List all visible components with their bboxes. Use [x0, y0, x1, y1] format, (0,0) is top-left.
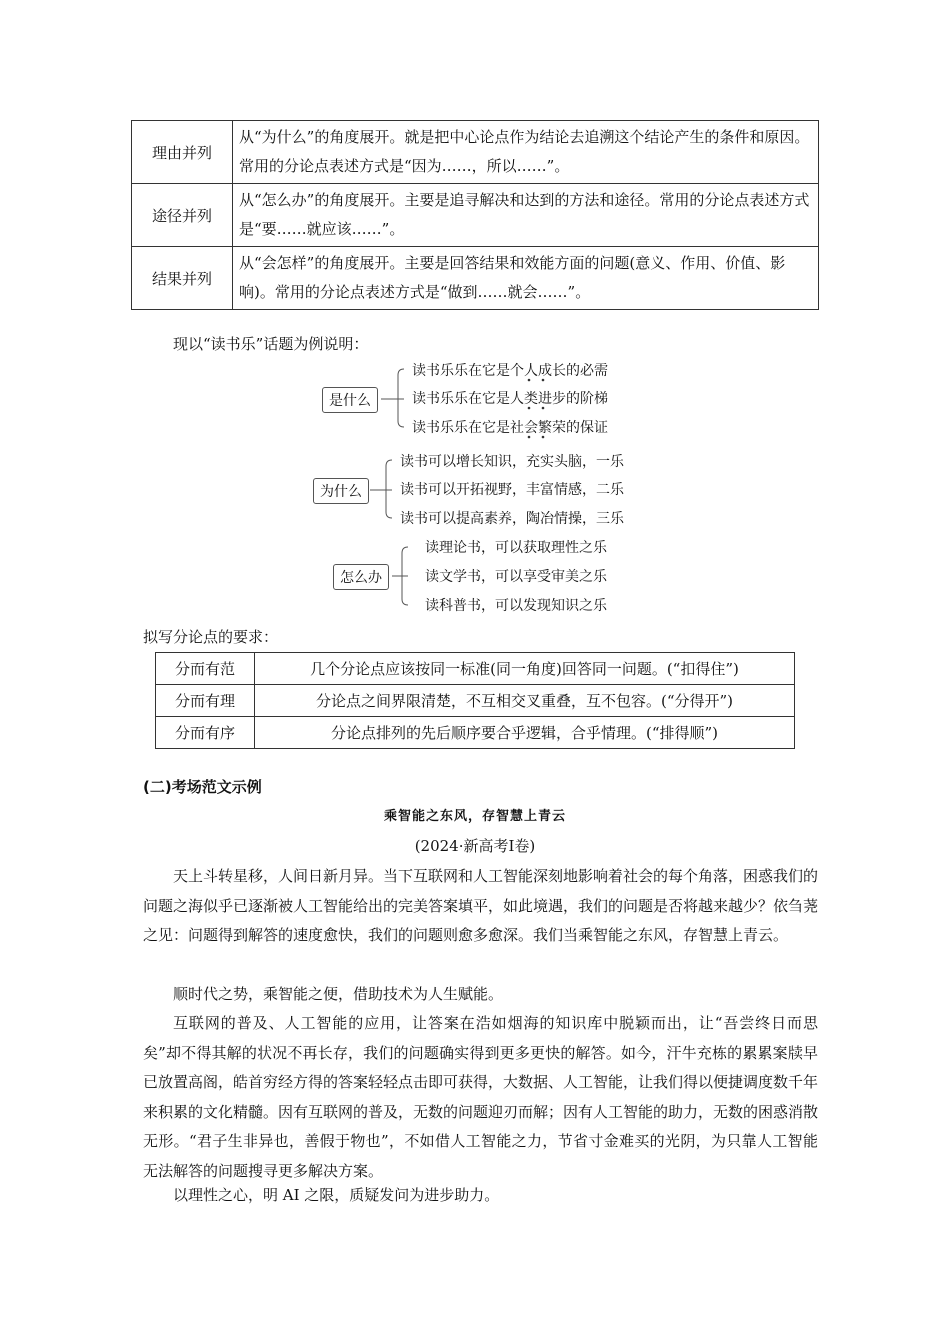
diagram-branch: 读文学书，可以享受审美之乐 [425, 569, 607, 585]
diagram-branch: 读书可以提高素养，陶冶情操，三乐 [400, 511, 624, 527]
essay-paragraph: 以理性之心，明 AI 之限，质疑发问为进步助力。 [173, 1186, 500, 1204]
row-label: 结果并列 [132, 247, 233, 310]
table-row [156, 717, 795, 749]
table-row [156, 653, 795, 685]
example-intro: 现以“读书乐”话题为例说明： [173, 335, 369, 353]
diagram-branch: 读书乐乐在它是人类进步的阶梯 [412, 391, 608, 407]
diagram-branch: 读书可以增长知识，充实头脑，一乐 [400, 454, 624, 470]
essay-paragraph: 天上斗转星移，人间日新月异。当下互联网和人工智能深刻地影响着社会的每个角落，困惑我们的问题之海似乎已逐渐被人工智能给出的完美答案填平，如此境遇，我们的问题是否将越来越少？依刍荛之见：问题得到解答的速度愈快，我们的问题则愈多愈深。我们当乘智能之东风，存智慧上青云。 [143, 867, 819, 944]
diagram-branch: 读理论书，可以获取理性之乐 [425, 540, 607, 556]
row-text: 分论点排列的先后顺序要合乎逻辑，合乎情理。(“排得顺”) [255, 717, 795, 749]
row-label: 分而有范 [156, 653, 255, 685]
row-label: 分而有序 [156, 717, 255, 749]
section-title: (二)考场范文示例 [143, 778, 262, 796]
row-text: 从“为什么”的角度展开。就是把中心论点作为结论去追溯这个结论产生的条件和原因。常用的分论点表述方式是“因为……，所以……”。 [233, 121, 819, 184]
row-label: 途径并列 [132, 184, 233, 247]
essay-source: (2024·新高考Ⅰ卷) [414, 837, 536, 855]
row-label: 理由并列 [132, 121, 233, 184]
table-row [156, 685, 795, 717]
row-label: 分而有理 [156, 685, 255, 717]
essay-paragraph: 互联网的普及、人工智能的应用，让答案在浩如烟海的知识库中脱颖而出，让“吾尝终日而思矣”却不得其解的状况不再长存，我们的问题确实得到更多更快的解答。如今，汗牛充栋的累累案牍早已放置高阁，皓首穷经方得的答案轻轻点击即可获得，大数据、人工智能，让我们得以便捷调度数千年来积累的文化精髓。因有互联网的普及，无数的问题迎刃而解；因有人工智能的助力，无数的困惑消散无形。“君子生非异也，善假于物也”，不如借人工智能之力，节省寸金难买的光阴，为只靠人工智能无法解答的问题搜寻更多解决方案。 [143, 1014, 819, 1180]
diagram-node-why: 为什么 [313, 478, 369, 504]
diagram-branch: 读书可以开拓视野，丰富情感，二乐 [400, 482, 624, 498]
requirements-title: 拟写分论点的要求： [143, 628, 279, 646]
diagram-branch: 读科普书，可以发现知识之乐 [425, 598, 607, 614]
essay-paragraph: 顺时代之势，乘智能之便，借助技术为人生赋能。 [173, 985, 504, 1003]
diagram-node-how: 怎么办 [333, 564, 389, 590]
diagram-node-what: 是什么 [322, 387, 378, 413]
diagram-branch: 读书乐乐在它是个人成长的必需 [412, 363, 608, 379]
requirements-table [155, 652, 795, 749]
row-text: 分论点之间界限清楚，不互相交叉重叠，互不包容。(“分得开”) [255, 685, 795, 717]
row-text: 几个分论点应该按同一标准(同一角度)回答同一问题。(“扣得住”) [255, 653, 795, 685]
diagram-branch: 读书乐乐在它是社会繁荣的保证 [412, 420, 608, 436]
row-text: 从“怎么办”的角度展开。主要是追寻解决和达到的方法和途径。常用的分论点表述方式是“要……就应该……”。 [233, 184, 819, 247]
essay-title: 乘智能之东风，存智慧上青云 [383, 809, 566, 824]
row-text: 从“会怎样”的角度展开。主要是回答结果和效能方面的问题(意义、作用、价值、影响)。常用的分论点表述方式是“做到……就会……”。 [233, 247, 819, 310]
